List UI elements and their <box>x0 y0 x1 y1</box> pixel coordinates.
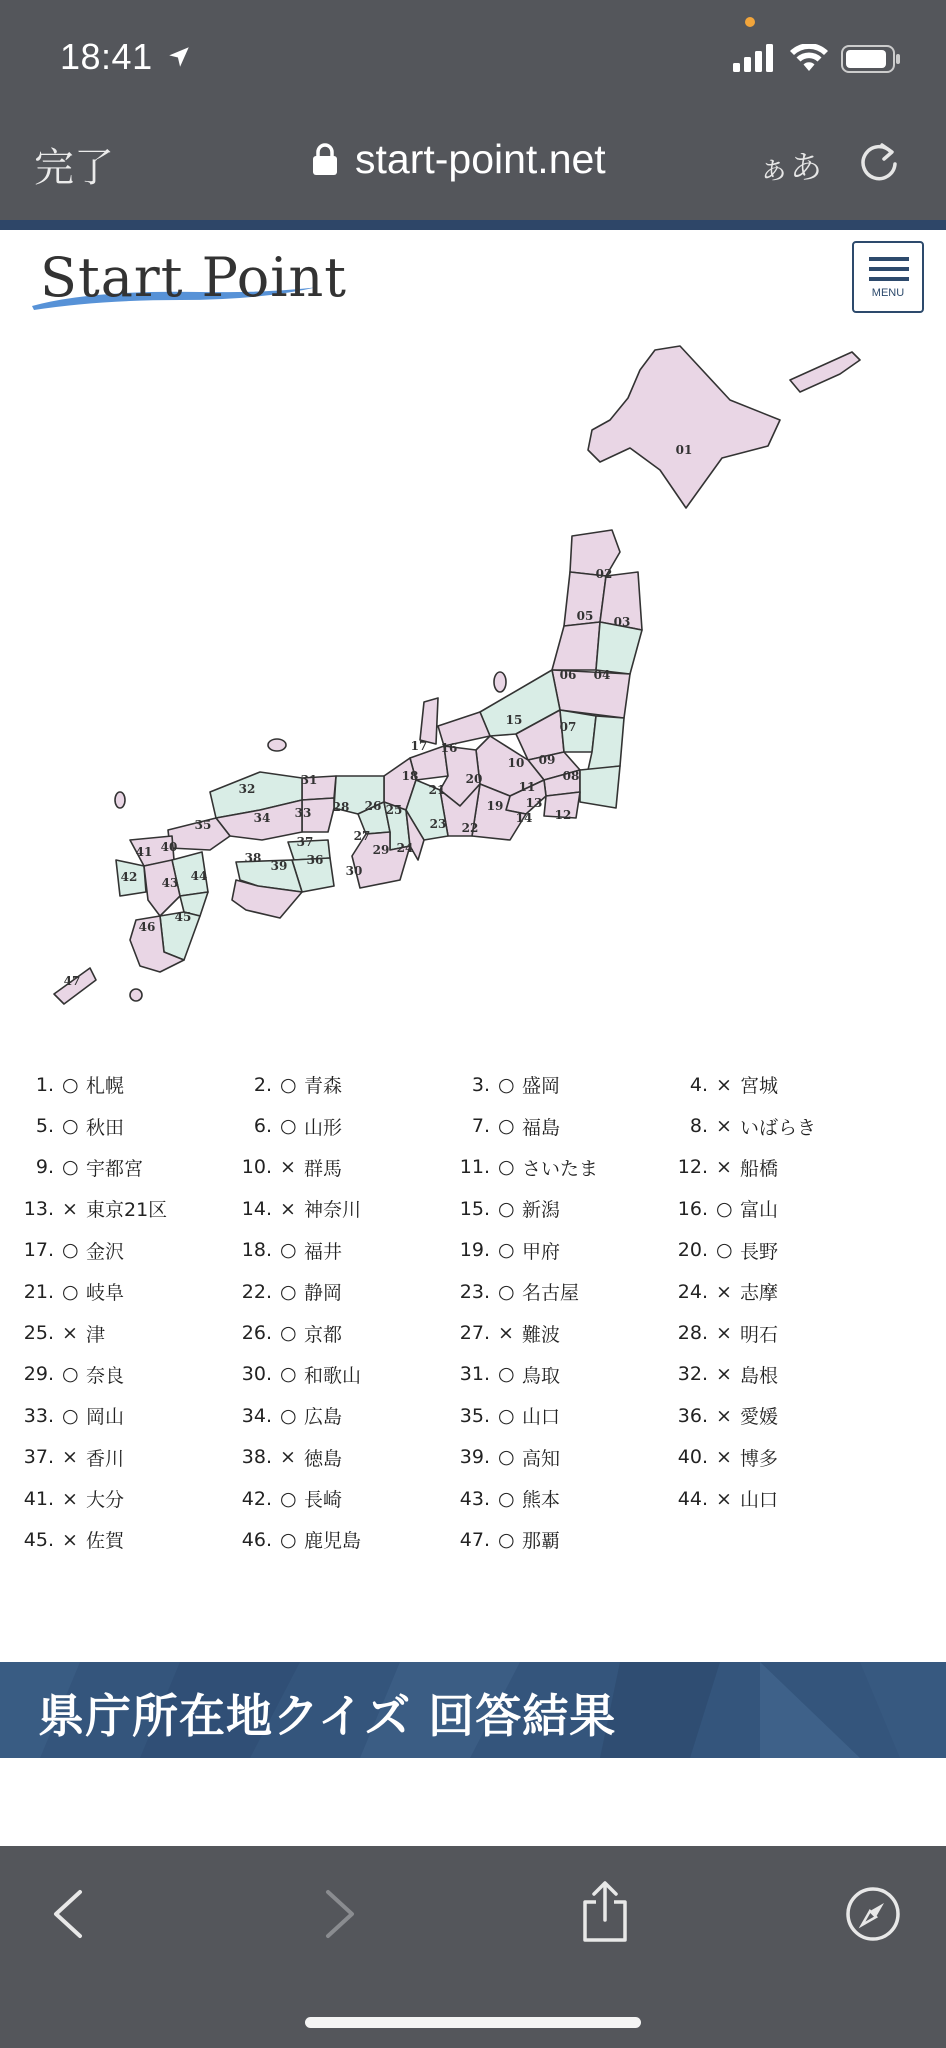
map-label: 30 <box>345 864 363 878</box>
location-arrow-icon <box>166 44 192 70</box>
map-label: 09 <box>538 753 556 767</box>
map-label: 17 <box>410 739 428 753</box>
answer-mark: × <box>280 1197 296 1220</box>
answer-name: 難波 <box>522 1323 561 1346</box>
answer-mark: ○ <box>280 1404 297 1427</box>
answer-num: 35. <box>459 1404 490 1427</box>
answer-item <box>14 1271 232 1312</box>
answer-num: 30. <box>241 1363 272 1386</box>
map-label: 47 <box>63 974 81 988</box>
answer-item <box>450 1064 668 1105</box>
answer-item <box>232 1147 450 1188</box>
answer-num: 43. <box>459 1487 490 1510</box>
answer-num: 5. <box>35 1115 54 1138</box>
answer-item <box>668 1478 886 1519</box>
answer-item <box>232 1437 450 1478</box>
answer-name: 和歌山 <box>304 1364 362 1387</box>
answer-num: 47. <box>459 1528 490 1551</box>
answer-name: さいたま <box>522 1157 599 1180</box>
answer-num: 40. <box>677 1446 708 1469</box>
answer-mark: ○ <box>62 1115 79 1138</box>
answer-name: 鳥取 <box>522 1364 561 1387</box>
answer-num: 39. <box>459 1446 490 1469</box>
answer-name: 高知 <box>522 1447 561 1470</box>
answer-mark: ○ <box>498 1239 515 1262</box>
map-label: 02 <box>595 567 613 581</box>
answer-item <box>14 1395 232 1436</box>
answer-num: 37. <box>23 1446 54 1469</box>
answer-item <box>450 1354 668 1395</box>
answer-item <box>668 1395 886 1436</box>
answer-mark: × <box>716 1322 732 1345</box>
answer-num: 24. <box>677 1280 708 1303</box>
answer-mark: ○ <box>498 1197 515 1220</box>
map-label: 10 <box>507 756 525 770</box>
answer-num: 46. <box>241 1528 272 1551</box>
answer-mark: × <box>716 1446 732 1469</box>
answer-name: 青森 <box>304 1075 343 1098</box>
answer-mark: ○ <box>498 1073 515 1096</box>
answer-mark: ○ <box>498 1528 515 1551</box>
answer-item <box>450 1312 668 1353</box>
answer-item <box>232 1188 450 1229</box>
map-label: 24 <box>396 841 414 855</box>
answer-name: 宇都宮 <box>86 1157 144 1180</box>
answer-mark: ○ <box>498 1404 515 1427</box>
map-label: 41 <box>135 845 153 859</box>
answer-mark: ○ <box>62 1404 79 1427</box>
answer-mark: × <box>62 1446 78 1469</box>
answer-item <box>232 1105 450 1146</box>
answer-mark: × <box>280 1156 296 1179</box>
map-label: 31 <box>300 773 318 787</box>
answer-item <box>232 1354 450 1395</box>
answer-name: 福島 <box>522 1116 561 1139</box>
answer-num: 8. <box>689 1115 708 1138</box>
answer-item <box>14 1478 232 1519</box>
answer-num: 1. <box>35 1073 54 1096</box>
answer-name: 山口 <box>740 1489 779 1512</box>
answer-item <box>450 1519 668 1560</box>
answer-mark: × <box>62 1322 78 1345</box>
answer-mark: × <box>716 1280 732 1303</box>
answer-name: 長野 <box>740 1240 779 1263</box>
map-label: 23 <box>429 817 447 831</box>
answer-name: 長崎 <box>304 1489 343 1512</box>
answer-num: 11. <box>459 1156 490 1179</box>
answer-mark: × <box>716 1487 732 1510</box>
map-label: 11 <box>518 780 536 794</box>
answer-mark: ○ <box>280 1363 297 1386</box>
answer-name: 群馬 <box>304 1157 343 1180</box>
site-logo[interactable]: Start Point <box>40 246 347 309</box>
answer-item <box>14 1147 232 1188</box>
answer-num: 25. <box>23 1322 54 1345</box>
answer-num: 21. <box>23 1280 54 1303</box>
answer-mark: × <box>62 1528 78 1551</box>
answer-name: 広島 <box>304 1406 343 1429</box>
map-label: 26 <box>364 799 382 813</box>
answer-num: 14. <box>241 1197 272 1220</box>
answer-name: 博多 <box>740 1447 779 1470</box>
map-label: 36 <box>306 853 324 867</box>
japan-prefecture-map <box>40 340 910 1010</box>
answer-item <box>14 1437 232 1478</box>
answer-num: 41. <box>23 1487 54 1510</box>
map-label: 01 <box>675 443 693 457</box>
answer-mark: ○ <box>280 1487 297 1510</box>
map-label: 34 <box>253 811 271 825</box>
menu-label: MENU <box>871 287 905 299</box>
answer-num: 36. <box>677 1404 708 1427</box>
compass-icon[interactable] <box>844 1885 902 1943</box>
recording-indicator-dot <box>745 17 755 27</box>
answer-mark: ○ <box>280 1073 297 1096</box>
map-label: 06 <box>559 668 577 682</box>
map-label: 35 <box>194 818 212 832</box>
answer-mark: × <box>62 1197 78 1220</box>
answer-num: 6. <box>253 1115 272 1138</box>
answer-mark: × <box>716 1156 732 1179</box>
answer-num: 9. <box>35 1156 54 1179</box>
answer-num: 33. <box>23 1404 54 1427</box>
map-region-01 <box>588 346 780 508</box>
answer-num: 27. <box>459 1322 490 1345</box>
answer-name: 神奈川 <box>304 1199 362 1222</box>
answer-mark: × <box>716 1363 732 1386</box>
map-label: 18 <box>401 769 419 783</box>
answer-num: 13. <box>23 1197 54 1220</box>
map-label: 37 <box>296 835 314 849</box>
answer-item <box>668 1354 886 1395</box>
answer-list <box>14 1064 914 1561</box>
answer-name: 山口 <box>522 1406 561 1429</box>
done-button[interactable]: 完了 <box>34 145 114 191</box>
map-label: 40 <box>160 840 178 854</box>
answer-mark: ○ <box>280 1239 297 1262</box>
answer-num: 29. <box>23 1363 54 1386</box>
answer-item <box>14 1230 232 1271</box>
answer-name: 新潟 <box>522 1199 561 1222</box>
answer-name: 大分 <box>86 1489 125 1512</box>
answer-name: 鹿児島 <box>304 1530 362 1553</box>
answer-mark: × <box>716 1404 732 1427</box>
reload-icon[interactable] <box>858 140 902 184</box>
answer-num: 12. <box>677 1156 708 1179</box>
answer-name: 富山 <box>740 1199 779 1222</box>
text-size-button[interactable]: ぁあ <box>758 148 823 186</box>
answer-name: 静岡 <box>304 1282 343 1305</box>
answer-mark: × <box>716 1115 732 1138</box>
answer-item <box>450 1271 668 1312</box>
answer-mark: × <box>716 1073 732 1096</box>
answer-num: 18. <box>241 1239 272 1262</box>
answer-mark: ○ <box>716 1239 733 1262</box>
answer-item <box>450 1395 668 1436</box>
answer-item <box>232 1395 450 1436</box>
answer-name: 熊本 <box>522 1489 561 1512</box>
map-label: 05 <box>576 609 594 623</box>
answer-num: 44. <box>677 1487 708 1510</box>
answer-item <box>668 1064 886 1105</box>
map-label: 32 <box>238 782 256 796</box>
answer-num: 4. <box>689 1073 708 1096</box>
answer-name: 福井 <box>304 1240 343 1263</box>
answer-name: 札幌 <box>86 1075 125 1098</box>
answer-num: 20. <box>677 1239 708 1262</box>
answer-item <box>450 1188 668 1229</box>
map-label: 38 <box>244 851 262 865</box>
map-label: 28 <box>332 800 350 814</box>
wifi-icon <box>790 44 828 72</box>
answer-item <box>668 1230 886 1271</box>
answer-mark: ○ <box>62 1073 79 1096</box>
answer-num: 42. <box>241 1487 272 1510</box>
answer-item <box>668 1437 886 1478</box>
answer-num: 31. <box>459 1363 490 1386</box>
answer-name: 山形 <box>304 1116 343 1139</box>
map-region-04 <box>596 622 642 674</box>
answer-name: 愛媛 <box>740 1406 779 1429</box>
map-region-06 <box>552 622 600 670</box>
answer-name: 京都 <box>304 1323 343 1346</box>
map-label: 27 <box>353 829 371 843</box>
answer-item <box>668 1105 886 1146</box>
answer-item <box>14 1519 232 1560</box>
answer-item <box>450 1147 668 1188</box>
answer-name: 東京21区 <box>86 1199 168 1222</box>
answer-name: 奈良 <box>86 1364 125 1387</box>
map-label: 08 <box>562 769 580 783</box>
url-address[interactable]: start-point.net <box>355 136 606 182</box>
answer-mark: ○ <box>716 1197 733 1220</box>
map-label: 25 <box>385 803 403 817</box>
answer-item <box>232 1230 450 1271</box>
lock-icon <box>312 142 338 176</box>
answer-item <box>232 1312 450 1353</box>
answer-mark: ○ <box>280 1528 297 1551</box>
answer-item <box>232 1064 450 1105</box>
answer-num: 23. <box>459 1280 490 1303</box>
map-label: 21 <box>428 783 446 797</box>
answer-name: 金沢 <box>86 1240 125 1263</box>
map-label: 44 <box>190 869 208 883</box>
answer-mark: ○ <box>498 1115 515 1138</box>
answer-num: 32. <box>677 1363 708 1386</box>
answer-item <box>450 1478 668 1519</box>
answer-num: 10. <box>241 1156 272 1179</box>
map-label: 03 <box>613 615 631 629</box>
answer-mark: × <box>280 1446 296 1469</box>
map-label: 29 <box>372 843 390 857</box>
map-label: 43 <box>161 876 179 890</box>
map-label: 07 <box>559 720 577 734</box>
results-banner <box>0 1662 946 1758</box>
answer-mark: ○ <box>62 1156 79 1179</box>
answer-item <box>450 1105 668 1146</box>
map-label: 33 <box>294 806 312 820</box>
cellular-signal-icon <box>733 44 777 72</box>
answer-mark: × <box>62 1487 78 1510</box>
forward-icon[interactable] <box>322 1888 358 1940</box>
answer-mark: ○ <box>62 1363 79 1386</box>
answer-name: 香川 <box>86 1447 125 1470</box>
answer-name: 島根 <box>740 1364 779 1387</box>
map-label: 20 <box>465 772 483 786</box>
answer-num: 26. <box>241 1322 272 1345</box>
answer-num: 19. <box>459 1239 490 1262</box>
answer-mark: ○ <box>280 1115 297 1138</box>
answer-item <box>232 1519 450 1560</box>
answer-num: 15. <box>459 1197 490 1220</box>
answer-name: 岐阜 <box>86 1282 125 1305</box>
share-icon[interactable] <box>580 1880 630 1944</box>
map-label: 19 <box>486 799 504 813</box>
answer-name: 甲府 <box>522 1240 561 1263</box>
home-indicator <box>305 2017 641 2028</box>
answer-mark: ○ <box>498 1487 515 1510</box>
answer-num: 2. <box>253 1073 272 1096</box>
answer-num: 17. <box>23 1239 54 1262</box>
answer-item <box>450 1437 668 1478</box>
answer-name: 船橋 <box>740 1157 779 1180</box>
back-icon[interactable] <box>50 1888 86 1940</box>
answer-item <box>232 1271 450 1312</box>
answer-mark: ○ <box>498 1446 515 1469</box>
answer-item <box>14 1354 232 1395</box>
header-accent-rule <box>0 220 946 230</box>
answer-name: 那覇 <box>522 1530 561 1553</box>
map-label: 12 <box>554 808 572 822</box>
answer-num: 34. <box>241 1404 272 1427</box>
banner-title: 県庁所在地クイズ 回答結果 <box>38 1689 617 1743</box>
map-label: 16 <box>440 741 458 755</box>
answer-item <box>232 1478 450 1519</box>
map-region-12 <box>580 766 620 808</box>
map-label: 15 <box>505 713 523 727</box>
answer-name: 明石 <box>740 1323 779 1346</box>
answer-item <box>668 1312 886 1353</box>
answer-name: 宮城 <box>740 1075 779 1098</box>
answer-num: 22. <box>241 1280 272 1303</box>
answer-mark: ○ <box>280 1280 297 1303</box>
answer-num: 7. <box>471 1115 490 1138</box>
answer-num: 45. <box>23 1528 54 1551</box>
answer-item <box>14 1105 232 1146</box>
answer-item <box>668 1147 886 1188</box>
answer-item <box>14 1064 232 1105</box>
answer-num: 3. <box>471 1073 490 1096</box>
answer-name: 名古屋 <box>522 1282 580 1305</box>
answer-mark: ○ <box>498 1280 515 1303</box>
answer-mark: ○ <box>498 1156 515 1179</box>
answer-num: 38. <box>241 1446 272 1469</box>
answer-name: 秋田 <box>86 1116 125 1139</box>
map-label: 46 <box>138 920 156 934</box>
map-label: 42 <box>120 870 138 884</box>
answer-name: 盛岡 <box>522 1075 561 1098</box>
answer-name: 佐賀 <box>86 1530 125 1553</box>
map-label: 22 <box>461 821 479 835</box>
answer-name: いばらき <box>740 1116 817 1139</box>
map-label: 45 <box>174 910 192 924</box>
map-islands-north <box>790 352 860 392</box>
answer-item <box>14 1312 232 1353</box>
answer-name: 徳島 <box>304 1447 343 1470</box>
map-region-17 <box>420 698 438 744</box>
map-label: 39 <box>270 859 288 873</box>
status-time: 18:41 <box>60 36 153 77</box>
answer-name: 志摩 <box>740 1282 779 1305</box>
answer-mark: ○ <box>62 1239 79 1262</box>
answer-mark: ○ <box>498 1363 515 1386</box>
answer-num: 28. <box>677 1322 708 1345</box>
browser-top-bar <box>0 0 946 224</box>
map-label: 14 <box>515 811 533 825</box>
map-label: 13 <box>525 796 543 810</box>
answer-name: 岡山 <box>86 1406 125 1429</box>
battery-icon <box>841 45 901 73</box>
answer-item <box>668 1188 886 1229</box>
answer-item <box>668 1271 886 1312</box>
answer-mark: × <box>498 1322 514 1345</box>
map-label: 04 <box>593 668 611 682</box>
answer-mark: ○ <box>280 1322 297 1345</box>
answer-num: 16. <box>677 1197 708 1220</box>
answer-item <box>14 1188 232 1229</box>
answer-item <box>450 1230 668 1271</box>
answer-name: 津 <box>86 1323 106 1346</box>
answer-mark: ○ <box>62 1280 79 1303</box>
menu-button[interactable] <box>852 241 924 313</box>
